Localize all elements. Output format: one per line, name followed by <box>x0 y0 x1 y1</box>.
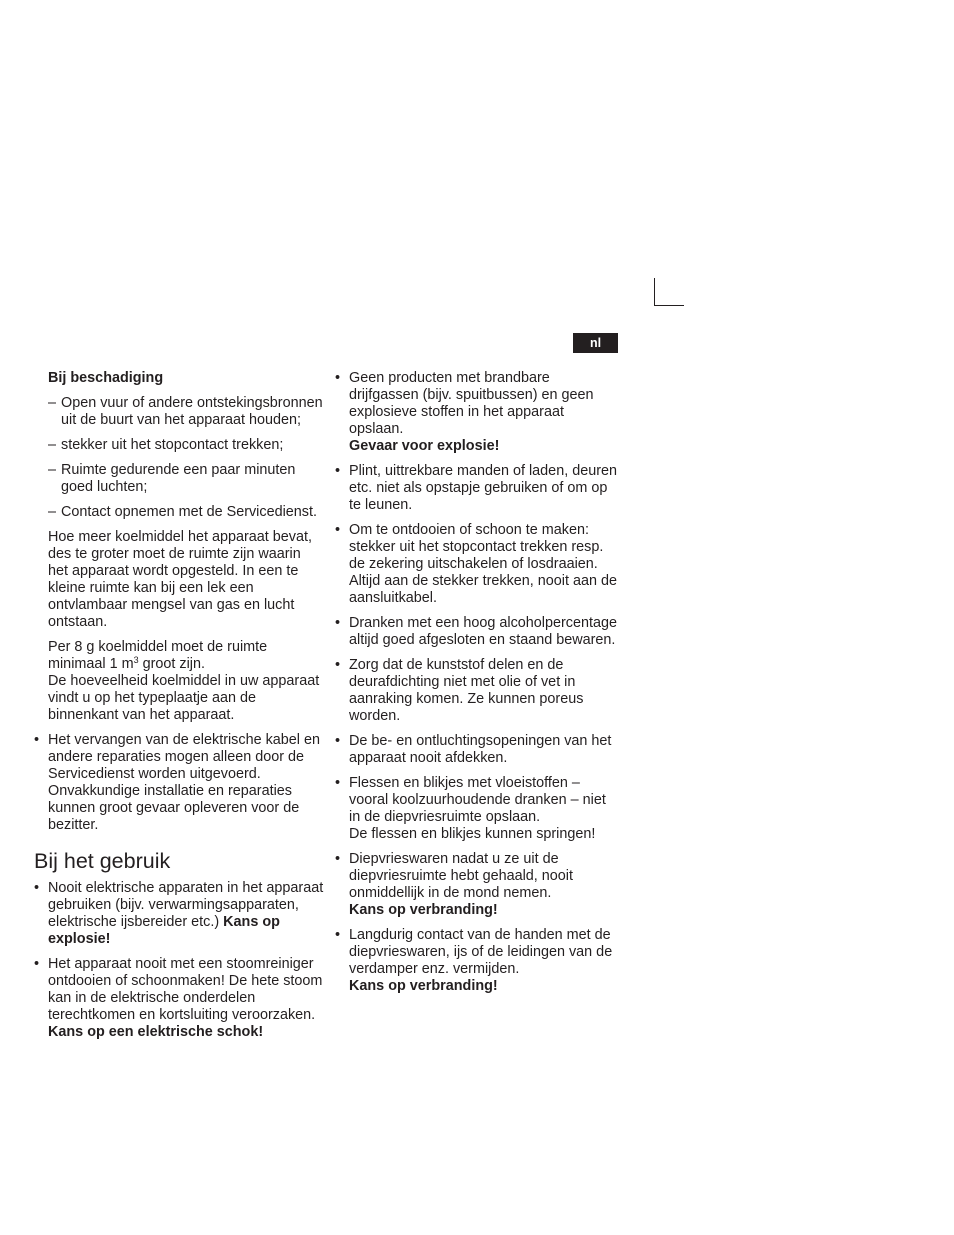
volume-text: Per 8 g koelmiddel moet de ruimte minimaal 1 m <box>48 639 268 672</box>
crop-mark-vertical <box>654 278 655 305</box>
bullet-plastic-parts <box>335 657 620 725</box>
bullet-text: Zorg dat de kunststof delen en de deurafdichting niet met olie of vet in aanraking komen. Ze kunnen poreus worden. <box>349 657 584 724</box>
bullet-text: Om te ontdooien of schoon te maken: stekker uit het stopcontact trekken resp. de zekering uitschakelen of losdraaien. <box>349 522 604 572</box>
bullet-text: Geen producten met brandbare drijfgassen (bijv. spuitbussen) en geen explosieve stoffen in het apparaat opslaan. <box>349 370 594 437</box>
warning-text: Kans op een elektrische schok! <box>48 1024 264 1040</box>
warning-text: Kans op explosie! <box>48 914 280 947</box>
bullet-text: Langdurig contact van de handen met de diepvrieswaren, ijs of de leidingen van de verdamper enz. vermijden. <box>349 927 613 977</box>
bullet-repair: • Het vervangen van de elektrische kabel en andere reparaties mogen alleen door de Servicedienst worden uitgevoerd. Onvakkundige installatie en reparaties kunnen groot gevaar opleveren voor de bezitter. <box>34 732 324 834</box>
bullet-defrost <box>335 522 620 607</box>
left-column <box>34 370 324 1049</box>
crop-mark-horizontal <box>654 305 684 306</box>
bullet-text: De be- en ontluchtingsopeningen van het apparaat nooit afdekken. <box>349 733 612 766</box>
language-badge: nl <box>573 333 618 353</box>
use-heading: Bij het gebruik <box>34 849 171 873</box>
damage-title: Bij beschadiging <box>48 370 164 386</box>
bullet-text: Diepvrieswaren nadat u ze uit de diepvriesruimte hebt gehaald, nooit onmiddellijk in de mond nemen. <box>349 851 573 901</box>
bullet-text: Plint, uittrekbare manden of laden, deuren etc. niet als opstapje gebruiken of om op te leunen. <box>349 463 617 513</box>
bullet-bottles <box>335 775 620 843</box>
refrigerant-paragraph: Hoe meer koelmiddel het apparaat bevat, des te groter moet de ruimte zijn waarin het apparaat wordt opgesteld. In een te kleine ruimte kan bij een lek een ontvlambaar mengsel van gas en lucht ontstaan. <box>48 529 312 630</box>
bullet-hand-contact <box>335 927 620 995</box>
right-column <box>335 370 620 1003</box>
bullet-extra: Altijd aan de stekker trekken, nooit aan de aansluitkabel. <box>349 573 617 606</box>
volume-superscript: 3 <box>133 655 139 665</box>
bullet-text: Nooit elektrische apparaten in het apparaat gebruiken (bijv. verwarmingsapparaten, elektrische ijsbereider etc.) <box>48 880 324 930</box>
warning-text: Kans op verbranding! <box>349 902 498 918</box>
bullet-ventilation <box>335 733 620 767</box>
warning-text: Kans op verbranding! <box>349 978 498 994</box>
bullet-steam-cleaner <box>34 956 324 1041</box>
bullet-alcohol <box>335 615 620 649</box>
damage-item: – stekker uit het stopcontact trekken; <box>34 437 324 454</box>
bullet-electric-devices <box>34 880 324 948</box>
bullet-propellants <box>335 370 620 455</box>
bullet-text: Dranken met een hoog alcoholpercentage altijd goed afgesloten en staand bewaren. <box>349 615 618 648</box>
bullet-text: Het apparaat nooit met een stoomreiniger ontdooien of schoonmaken! De hete stoom kan in de elektrische onderdelen terechtkomen en kortsluiting veroorzaken. <box>48 956 323 1023</box>
typeplate-text: De hoeveelheid koelmiddel in uw apparaat vindt u op het typeplaatje aan de binnenkant van het apparaat. <box>48 673 320 723</box>
damage-item: – Open vuur of andere ontstekingsbronnen uit de buurt van het apparaat houden; <box>34 395 324 429</box>
warning-text: Gevaar voor explosie! <box>349 438 500 454</box>
bullet-plinth <box>335 463 620 514</box>
damage-item: – Ruimte gedurende een paar minuten goed luchten; <box>34 462 324 496</box>
volume-text-end: groot zijn. <box>138 656 205 672</box>
bullet-frozen-food <box>335 851 620 919</box>
bullet-text: Flessen en blikjes met vloeistoffen – vooral koolzuurhoudende dranken – niet in de diepvriesruimte opslaan. <box>349 775 606 825</box>
damage-item: – Contact opnemen met de Servicedienst. <box>34 504 324 521</box>
refrigerant-volume-paragraph <box>34 639 324 724</box>
bullet-extra: De flessen en blikjes kunnen springen! <box>349 826 596 842</box>
